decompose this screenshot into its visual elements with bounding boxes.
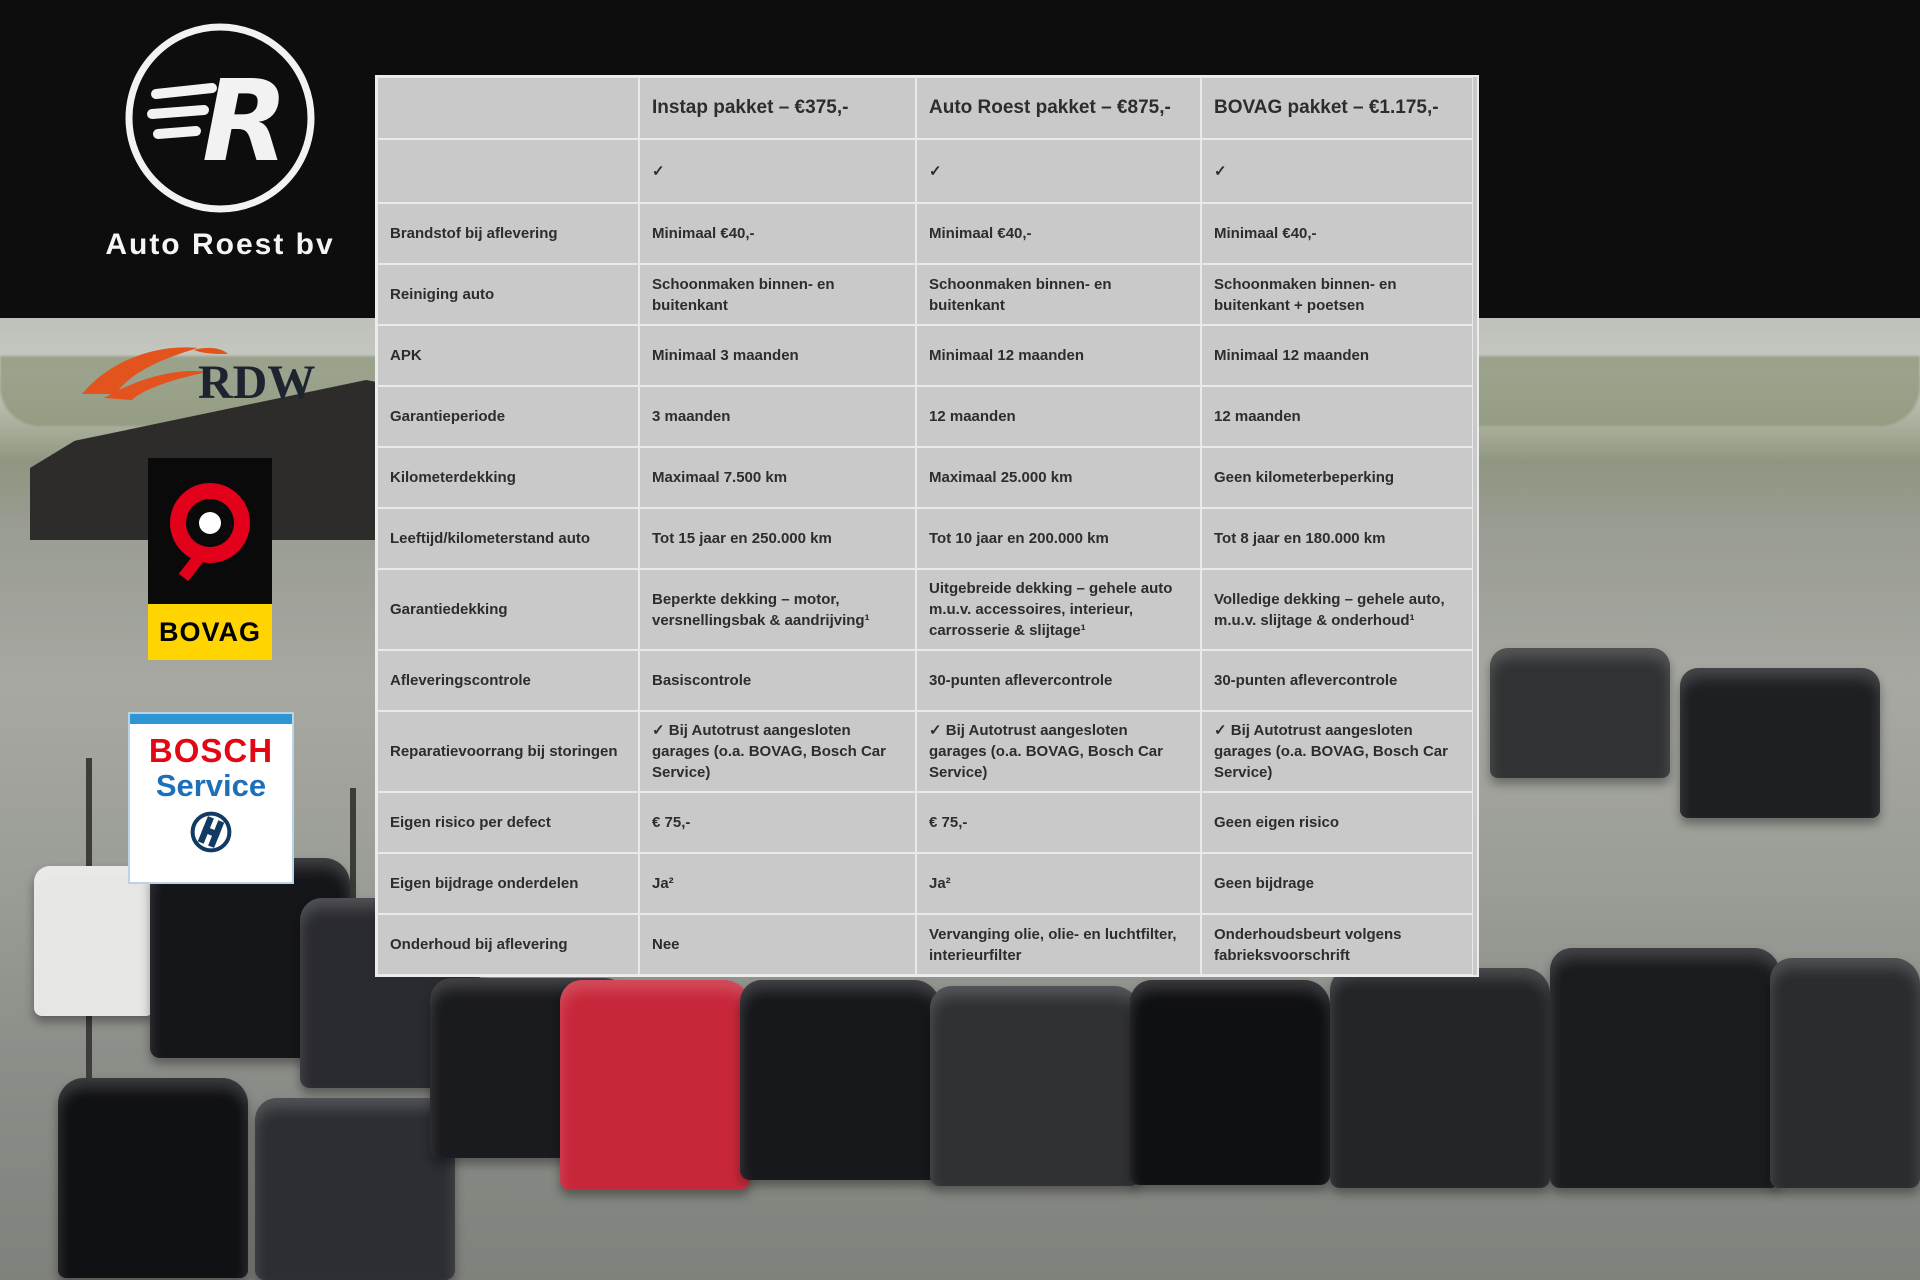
table-cell: 12 maanden	[1201, 386, 1473, 447]
bosch-label: BOSCH	[148, 732, 274, 769]
bosch-service-label: Service	[155, 768, 267, 803]
car-silhouette	[1680, 668, 1880, 818]
row-label: Kilometerdekking	[377, 447, 639, 508]
package-comparison-table	[375, 75, 1479, 977]
table-cell: Nee	[639, 914, 916, 975]
row-label: Reiniging auto	[377, 264, 639, 325]
table-cell: ✓	[1201, 139, 1473, 203]
car-silhouette	[1330, 968, 1550, 1188]
rdw-badge	[76, 336, 336, 412]
car-silhouette	[740, 980, 940, 1180]
table-cell: Maximaal 25.000 km	[916, 447, 1201, 508]
table-row	[377, 650, 1477, 711]
table-cell: Ja²	[916, 853, 1201, 914]
table-cell: Uitgebreide dekking – gehele auto m.u.v. accessoires, interieur, carrosserie & slijtage¹	[916, 569, 1201, 650]
table-row	[377, 264, 1477, 325]
table-row	[377, 447, 1477, 508]
table-row	[377, 325, 1477, 386]
car-silhouette	[255, 1098, 455, 1280]
table-cell: Onderhoudsbeurt volgens fabrieksvoorschrift	[1201, 914, 1473, 975]
table-cell: Basiscontrole	[639, 650, 916, 711]
table-cell: Schoonmaken binnen- en buitenkant	[639, 264, 916, 325]
table-cell: Volledige dekking – gehele auto, m.u.v. slijtage & onderhoud¹	[1201, 569, 1473, 650]
table-cell: € 75,-	[916, 792, 1201, 853]
car-silhouette	[1490, 648, 1670, 778]
bovag-label: BOVAG	[148, 604, 272, 660]
table-cell: Geen bijdrage	[1201, 853, 1473, 914]
table-cell: 12 maanden	[916, 386, 1201, 447]
bosch-top-bar	[130, 714, 292, 724]
row-label: Reparatievoorrang bij storingen	[377, 711, 639, 792]
row-label	[377, 139, 639, 203]
table-row	[377, 792, 1477, 853]
row-label: Eigen bijdrage onderdelen	[377, 853, 639, 914]
table-row	[377, 386, 1477, 447]
table-row	[377, 508, 1477, 569]
row-label: Eigen risico per defect	[377, 792, 639, 853]
table-cell: Minimaal 12 maanden	[1201, 325, 1473, 386]
row-label: Onderhoud bij aflevering	[377, 914, 639, 975]
column-header: BOVAG pakket – €1.175,-	[1201, 77, 1473, 139]
table-cell: Minimaal 12 maanden	[916, 325, 1201, 386]
car-silhouette-red	[560, 980, 750, 1190]
table-row	[377, 139, 1477, 203]
table-cell: Tot 15 jaar en 250.000 km	[639, 508, 916, 569]
row-label: APK	[377, 325, 639, 386]
table-row	[377, 853, 1477, 914]
car-silhouette	[1550, 948, 1780, 1188]
table-cell: Schoonmaken binnen- en buitenkant + poetsen	[1201, 264, 1473, 325]
table-header-row	[377, 77, 1477, 139]
table-row	[377, 569, 1477, 650]
table-cell: Minimaal €40,-	[916, 203, 1201, 264]
car-silhouette	[1130, 980, 1330, 1185]
table-cell: 3 maanden	[639, 386, 916, 447]
bovag-badge	[148, 458, 272, 660]
row-label: Leeftijd/kilometerstand auto	[377, 508, 639, 569]
table-cell: Schoonmaken binnen- en buitenkant	[916, 264, 1201, 325]
column-header: Auto Roest pakket – €875,-	[916, 77, 1201, 139]
brand-name: Auto Roest bv	[105, 228, 335, 261]
column-header: Instap pakket – €375,-	[639, 77, 916, 139]
table-cell: Minimaal €40,-	[1201, 203, 1473, 264]
table-cell: Ja²	[639, 853, 916, 914]
car-silhouette	[930, 986, 1140, 1186]
auto-roest-logo-icon	[120, 18, 320, 218]
row-label: Garantieperiode	[377, 386, 639, 447]
car-silhouette	[58, 1078, 248, 1278]
table-cell: Vervanging olie, olie- en luchtfilter, interieurfilter	[916, 914, 1201, 975]
bovag-emblem-icon	[148, 458, 272, 604]
table-cell: Tot 8 jaar en 180.000 km	[1201, 508, 1473, 569]
svg-text:R: R	[202, 57, 289, 187]
table-cell: ✓ Bij Autotrust aangesloten garages (o.a. BOVAG, Bosch Car Service)	[1201, 711, 1473, 792]
table-cell: Geen eigen risico	[1201, 792, 1473, 853]
table-row	[377, 203, 1477, 264]
table-cell: 30-punten aflevercontrole	[1201, 650, 1473, 711]
table-cell: Beperkte dekking – motor, versnellingsbak & aandrijving¹	[639, 569, 916, 650]
table-cell: Minimaal 3 maanden	[639, 325, 916, 386]
table-cell: Tot 10 jaar en 200.000 km	[916, 508, 1201, 569]
bosch-service-badge	[128, 712, 294, 884]
header-label-cell	[377, 77, 639, 139]
car-silhouette	[34, 866, 154, 1016]
car-silhouette	[1770, 958, 1920, 1188]
table-row	[377, 914, 1477, 975]
brand-logo	[80, 18, 360, 262]
table-cell: Geen kilometerbeperking	[1201, 447, 1473, 508]
table-cell: ✓ Bij Autotrust aangesloten garages (o.a. BOVAG, Bosch Car Service)	[916, 711, 1201, 792]
table-cell: Minimaal €40,-	[639, 203, 916, 264]
table-cell: 30-punten aflevercontrole	[916, 650, 1201, 711]
table-cell: ✓	[639, 139, 916, 203]
svg-text:RDW: RDW	[198, 356, 316, 409]
row-label: Afleveringscontrole	[377, 650, 639, 711]
bosch-armature-icon	[187, 808, 235, 856]
rdw-logo-icon	[76, 336, 336, 412]
table-cell: ✓	[916, 139, 1201, 203]
table-cell: ✓ Bij Autotrust aangesloten garages (o.a. BOVAG, Bosch Car Service)	[639, 711, 916, 792]
table-cell: € 75,-	[639, 792, 916, 853]
table-row	[377, 711, 1477, 792]
row-label: Brandstof bij aflevering	[377, 203, 639, 264]
table-cell: Maximaal 7.500 km	[639, 447, 916, 508]
row-label: Garantiedekking	[377, 569, 639, 650]
